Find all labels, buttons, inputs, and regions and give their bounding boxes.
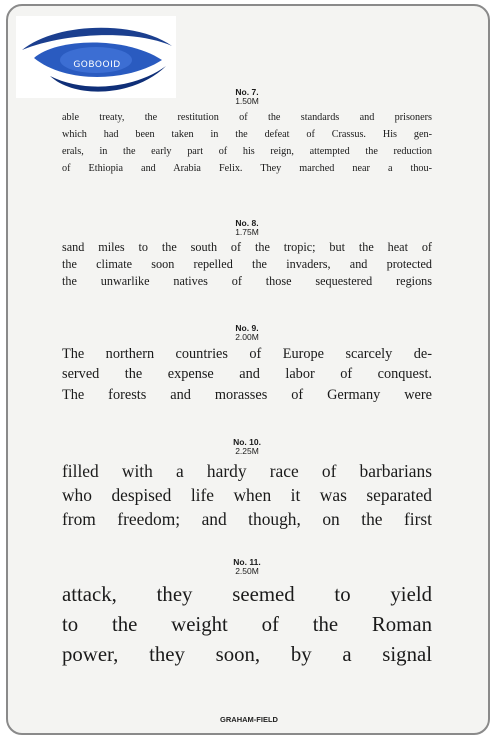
text-line: attack, they seemed to yield: [62, 582, 432, 606]
logo: [16, 16, 176, 98]
text-line: The northern countries of Europe scarcely de-: [62, 345, 432, 362]
text-line: who despised life when it was separated: [62, 484, 432, 505]
section-number: No. 11.: [233, 557, 261, 567]
text-line: from freedom; and though, on the first: [62, 508, 432, 529]
text-line: the climate soon repelled the invaders, and protected: [62, 256, 432, 271]
text-line: sand miles to the south of the tropic; but the heat of: [62, 239, 432, 254]
text-line: erals, in the early part of his reign, attempted the reduction: [62, 145, 432, 157]
section-size: 1.75M: [235, 226, 259, 237]
section-size: 2.50M: [235, 565, 259, 576]
text-line: The forests and morasses of Germany were: [62, 386, 432, 403]
eye-logo-icon: [16, 16, 176, 98]
text-line: to the weight of the Roman: [62, 612, 432, 636]
paragraph-no-10: [62, 438, 432, 531]
text-line: power, they soon, by a signal: [62, 642, 432, 666]
paragraph-no-8: [62, 219, 432, 290]
text-line: of Ethiopia and Arabia Felix. They marched near a thou-: [62, 162, 432, 174]
text-line: served the expense and labor of conquest.: [62, 366, 432, 383]
section-number: No. 8.: [235, 218, 259, 228]
section-number: No. 10.: [233, 437, 261, 447]
paragraph-no-9: [62, 324, 432, 405]
section-size: 2.00M: [235, 331, 259, 342]
text-line: filled with a hardy race of barbarians: [62, 460, 432, 481]
text-line: the unwarlike natives of those sequestered regions: [62, 273, 432, 288]
section-number: No. 9.: [235, 323, 259, 333]
paragraph-no-11: [62, 558, 432, 670]
footer-brand: GRAHAM-FIELD: [220, 715, 278, 724]
text-line: which had been taken in the defeat of Crassus. His gen-: [62, 128, 432, 140]
logo-text: GOBOOID: [73, 60, 121, 70]
text-line: able treaty, the restitution of the standards and prisoners: [62, 111, 432, 123]
section-size: 1.50M: [235, 95, 259, 106]
section-number: No. 7.: [235, 87, 259, 97]
paragraph-no-7: [62, 88, 432, 177]
section-size: 2.25M: [235, 445, 259, 456]
